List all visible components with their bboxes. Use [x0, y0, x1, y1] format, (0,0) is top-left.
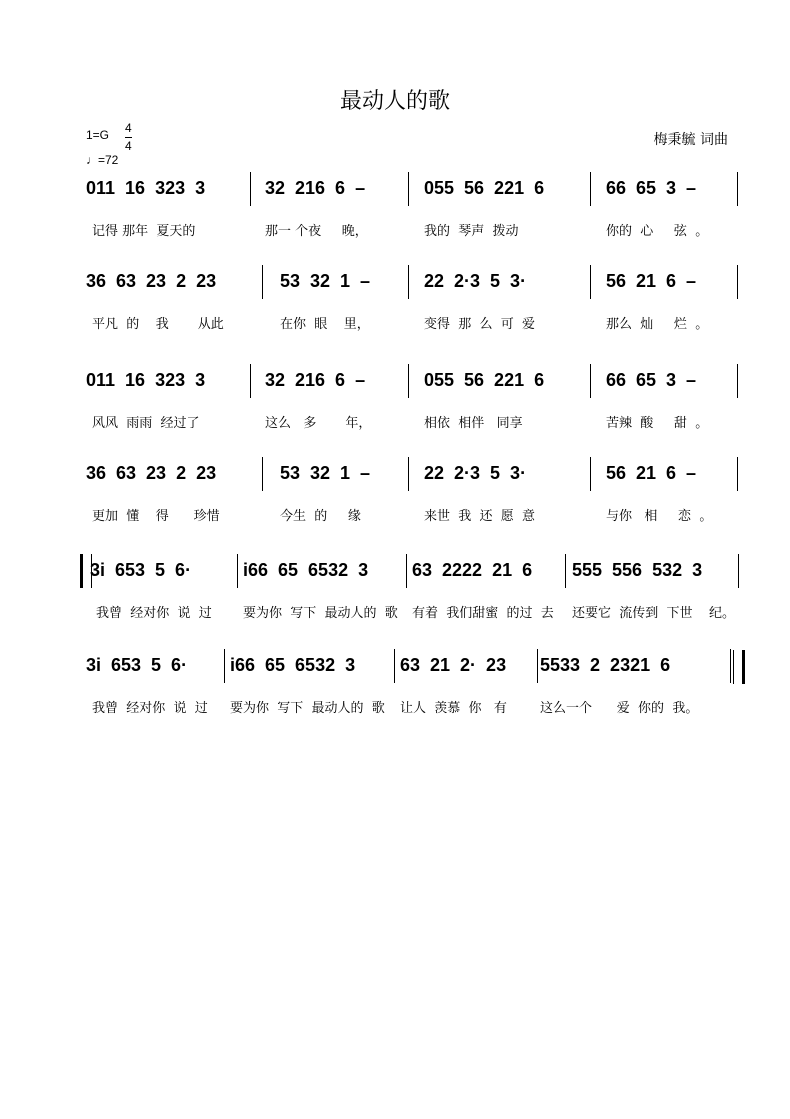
bar-line	[590, 364, 591, 398]
bar-line	[565, 554, 566, 588]
quarter-note-icon: ♩	[86, 153, 98, 167]
bar-line	[537, 649, 538, 683]
page-title: 最动人的歌	[339, 89, 450, 114]
bar-line	[408, 172, 409, 206]
measure-notes: 53 32 1 –	[280, 463, 371, 483]
author-credit: 梅秉毓 词曲	[653, 132, 728, 148]
measure-notes: 36 63 23 2 23	[86, 271, 217, 291]
bar-line	[408, 457, 409, 491]
bar-line	[224, 649, 225, 683]
measure-notes: 32 216 6 –	[265, 178, 366, 198]
measure-notes: 63 2222 21 6	[412, 560, 533, 580]
bar-line	[250, 172, 251, 206]
measure-notes: i66 65 6532 3	[230, 655, 356, 675]
lyric-line: 有着 我们甜蜜 的过 去	[412, 606, 554, 621]
bar-line	[250, 364, 251, 398]
measure-notes: i66 65 6532 3	[243, 560, 369, 580]
bar-line	[262, 457, 263, 491]
lyric-line: 与你 相 恋 。	[606, 509, 713, 524]
lyric-line: 变得 那 么 可 爱	[424, 317, 536, 332]
measure-notes: 5533 2 2321 6	[540, 655, 671, 675]
measure-notes: 32 216 6 –	[265, 370, 366, 390]
lyric-line: 今生 的 缘	[280, 509, 361, 524]
lyric-line: 更加 懂 得 珍惜	[92, 509, 220, 524]
tempo-value: =72	[98, 153, 119, 167]
bar-line	[408, 364, 409, 398]
bar-line	[408, 265, 409, 299]
measure-notes: 66 65 3 –	[606, 178, 697, 198]
lyric-line: 平凡 的 我 从此	[92, 317, 224, 332]
bar-line	[737, 172, 738, 206]
lyric-line: 我的 琴声 拨动	[424, 224, 519, 239]
time-signature-top: 4	[125, 121, 132, 135]
lyric-line: 这么一个 爱 你的 我。	[540, 701, 699, 716]
lyric-line: 要为你 写下 最动人的 歌	[230, 701, 385, 716]
measure-notes: 22 2·3 5 3·	[424, 463, 527, 483]
lyric-line: 相依 相伴 同享	[424, 416, 523, 431]
lyric-line: 我曾 经对你 说 过	[96, 606, 212, 621]
lyric-line: 还要它 流传到 下世 纪。	[572, 606, 736, 621]
bar-line	[237, 554, 238, 588]
measure-notes: 66 65 3 –	[606, 370, 697, 390]
lyric-line: 记得 那年 夏天的	[92, 224, 196, 239]
bar-line	[738, 554, 739, 588]
lyric-line: 你的 心 弦 。	[606, 224, 709, 239]
lyric-line: 这么 多 年，	[265, 416, 372, 431]
bar-line	[394, 649, 395, 683]
bar-line	[590, 265, 591, 299]
tempo-marking	[86, 153, 118, 167]
bar-line	[737, 457, 738, 491]
repeat-end-sign	[733, 650, 745, 684]
lyric-line: 苦辣 酸 甜 。	[606, 416, 709, 431]
bar-line	[737, 364, 738, 398]
measure-notes: 56 21 6 –	[606, 463, 697, 483]
measure-notes: 055 56 221 6	[424, 370, 545, 390]
key-signature: 1=G	[86, 128, 110, 142]
repeat-start-sign	[80, 554, 92, 588]
bar-line	[730, 649, 731, 683]
measure-notes: 055 56 221 6	[424, 178, 545, 198]
lyric-line: 那么 灿 烂 。	[606, 317, 709, 332]
bar-line	[262, 265, 263, 299]
measure-notes: 63 21 2· 23	[400, 655, 507, 675]
lyric-line: 我曾 经对你 说 过	[92, 701, 208, 716]
lyric-line: 让人 羡慕 你 有	[400, 701, 507, 716]
measure-notes: 53 32 1 –	[280, 271, 371, 291]
time-signature	[125, 120, 132, 155]
measure-notes: 3i 653 5 6·	[86, 655, 188, 675]
measure-notes: 56 21 6 –	[606, 271, 697, 291]
bar-line	[406, 554, 407, 588]
measure-notes: 22 2·3 5 3·	[424, 271, 527, 291]
measure-notes: 555 556 532 3	[572, 560, 703, 580]
time-signature-bottom: 4	[125, 139, 132, 153]
measure-notes: 011 16 323 3	[86, 178, 206, 198]
bar-line	[590, 457, 591, 491]
bar-line	[590, 172, 591, 206]
measure-notes: 36 63 23 2 23	[86, 463, 217, 483]
measure-notes: 3i 653 5 6·	[90, 560, 192, 580]
bar-line	[737, 265, 738, 299]
measure-notes: 011 16 323 3	[86, 370, 206, 390]
lyric-line: 来世 我 还 愿 意	[424, 509, 536, 524]
lyric-line: 要为你 写下 最动人的 歌	[243, 606, 398, 621]
lyric-line: 在你 眼 里，	[280, 317, 370, 332]
lyric-line: 那一 个夜 晚，	[265, 224, 368, 239]
lyric-line: 风风 雨雨 经过了	[92, 416, 200, 431]
